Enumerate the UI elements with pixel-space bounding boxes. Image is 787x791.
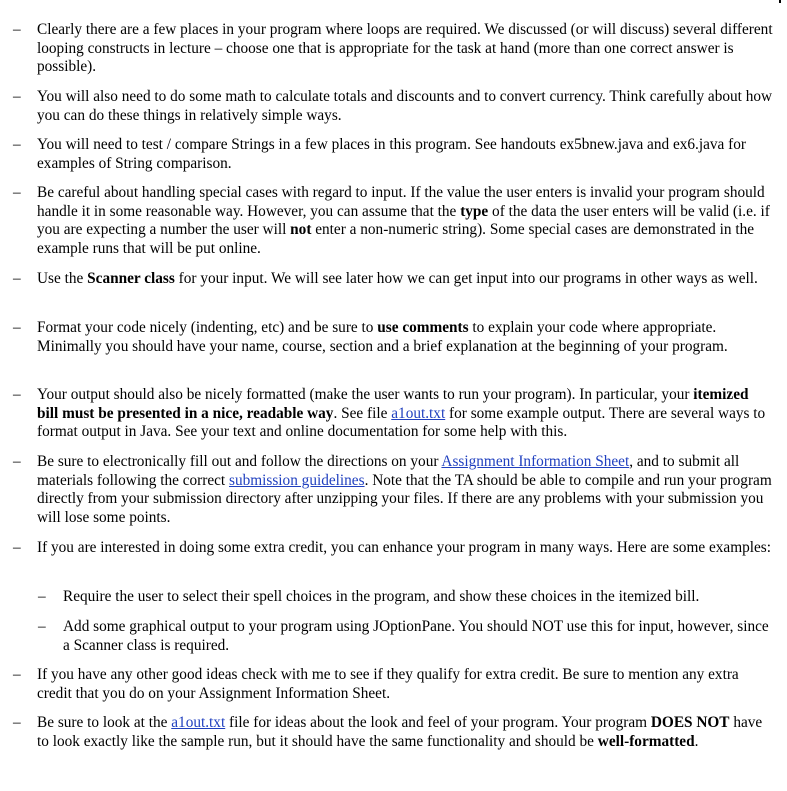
bullet-text: Require the user to select their spell choices in the program, and show these choices in the itemized bill. [63,588,700,605]
bullet-strings [13,136,773,173]
sub-bullet-spell-choices [38,588,773,607]
sub-bullet-joptionpane [38,618,773,655]
bullet-dash: – [13,666,21,683]
bullet-extra-credit [13,539,773,558]
bullet-dash: – [13,270,21,287]
emphasis-not: not [290,221,312,239]
bullet-dash: – [38,618,46,635]
bullet-loops [13,21,773,77]
bullet-dash: – [13,136,21,153]
bullet-dash: – [13,714,21,731]
bullet-text: You will need to test / compare Strings in a few places in this program. See handouts ex5bnew.java and ex6.java for examples of String comparison. [37,136,747,172]
bullet-text: Be sure to look at the a1out.txt file for ideas about the look and feel of your program. Your program DOES NOT have to look exactly like the sample run, but it should have the same functionality and should be well-formatted. [37,714,763,750]
emphasis-use-comments: use comments [377,319,469,336]
bullet-text: Your output should also be nicely formatted (make the user wants to run your program). In particular, your itemized bill must be presented in a nice, readable way. See file a1out.txt for some example output. There are several ways to format output in Java. See your text and online documentation for some help with this. [37,386,766,441]
bullet-text: Add some graphical output to your program using JOptionPane. You should NOT use this for input, however, since a Scanner class is required. [63,618,769,654]
bullet-dash: – [38,588,46,605]
bullet-dash: – [13,453,21,470]
bullet-text: Be sure to electronically fill out and follow the directions on your Assignment Information Sheet, and to submit all materials following the correct submission guidelines. Note that the TA should be able to compile and run your program directly from your submission directory after unzipping your files. If there are any problems with your submission you will lose some points. [37,453,772,526]
bullet-dash: – [13,21,21,38]
bullet-output-format [13,386,773,442]
bullet-special-cases [13,184,773,258]
link-a1out[interactable]: a1out.txt [391,404,446,422]
bullet-text: Clearly there are a few places in your program where loops are required. We discussed (or will discuss) several different looping constructs in lecture – choose one that is appropriate for the task at hand (more than one correct answer is possible). [37,21,773,76]
bullet-math [13,88,773,125]
bullet-text: Be careful about handling special cases with regard to input. If the value the user enters is invalid your program should handle it in some reasonable way. However, you can assume that the type of the data the user enters will be valid (i.e. if you are expecting a number the user will not enter a non-numeric string). Some special cases are demonstrated in the example runs that will be put online. [37,184,770,257]
bullet-look-and-feel [13,714,773,751]
bullet-text: You will also need to do some math to calculate totals and discounts and to convert currency. Think carefully about how you can do these things in relatively simple ways. [37,88,773,124]
emphasis-type: type [460,202,489,220]
bullet-dash: – [13,386,21,403]
bullet-scanner [13,270,773,289]
page-edge-mark [779,0,781,3]
bullet-dash: – [13,539,21,556]
bullet-other-ideas [13,666,773,703]
bullet-dash: – [13,319,21,336]
link-a1out[interactable]: a1out.txt [171,714,226,731]
emphasis-itemized-bill: itemized bill must be presented in a nice, readable way [37,386,749,422]
bullet-dash: – [13,88,21,105]
bullet-submission [13,453,773,527]
bullet-dash: – [13,184,21,201]
link-submission-guidelines[interactable]: submission guidelines [229,471,365,489]
bullet-format-code [13,319,773,356]
bullet-text: If you have any other good ideas check with me to see if they qualify for extra credit. Be sure to mention any extra credit that you do on your Assignment Information Sheet. [37,666,739,702]
emphasis-does-not: DOES NOT [650,714,730,731]
link-assignment-info-sheet[interactable]: Assignment Information Sheet [441,453,630,470]
emphasis-scanner-class: Scanner class [87,270,175,287]
emphasis-well-formatted: well-formatted [597,732,695,750]
bullet-text: Use the Scanner class for your input. We will see later how we can get input into our programs in other ways as well. [37,270,758,287]
bullet-text: If you are interested in doing some extra credit, you can enhance your program in many ways. Here are some examples: [37,539,771,556]
bullet-text: Format your code nicely (indenting, etc) and be sure to use comments to explain your code where appropriate. Minimally you should have your name, course, section and a brief explanation at the beginning of your program. [37,319,728,355]
